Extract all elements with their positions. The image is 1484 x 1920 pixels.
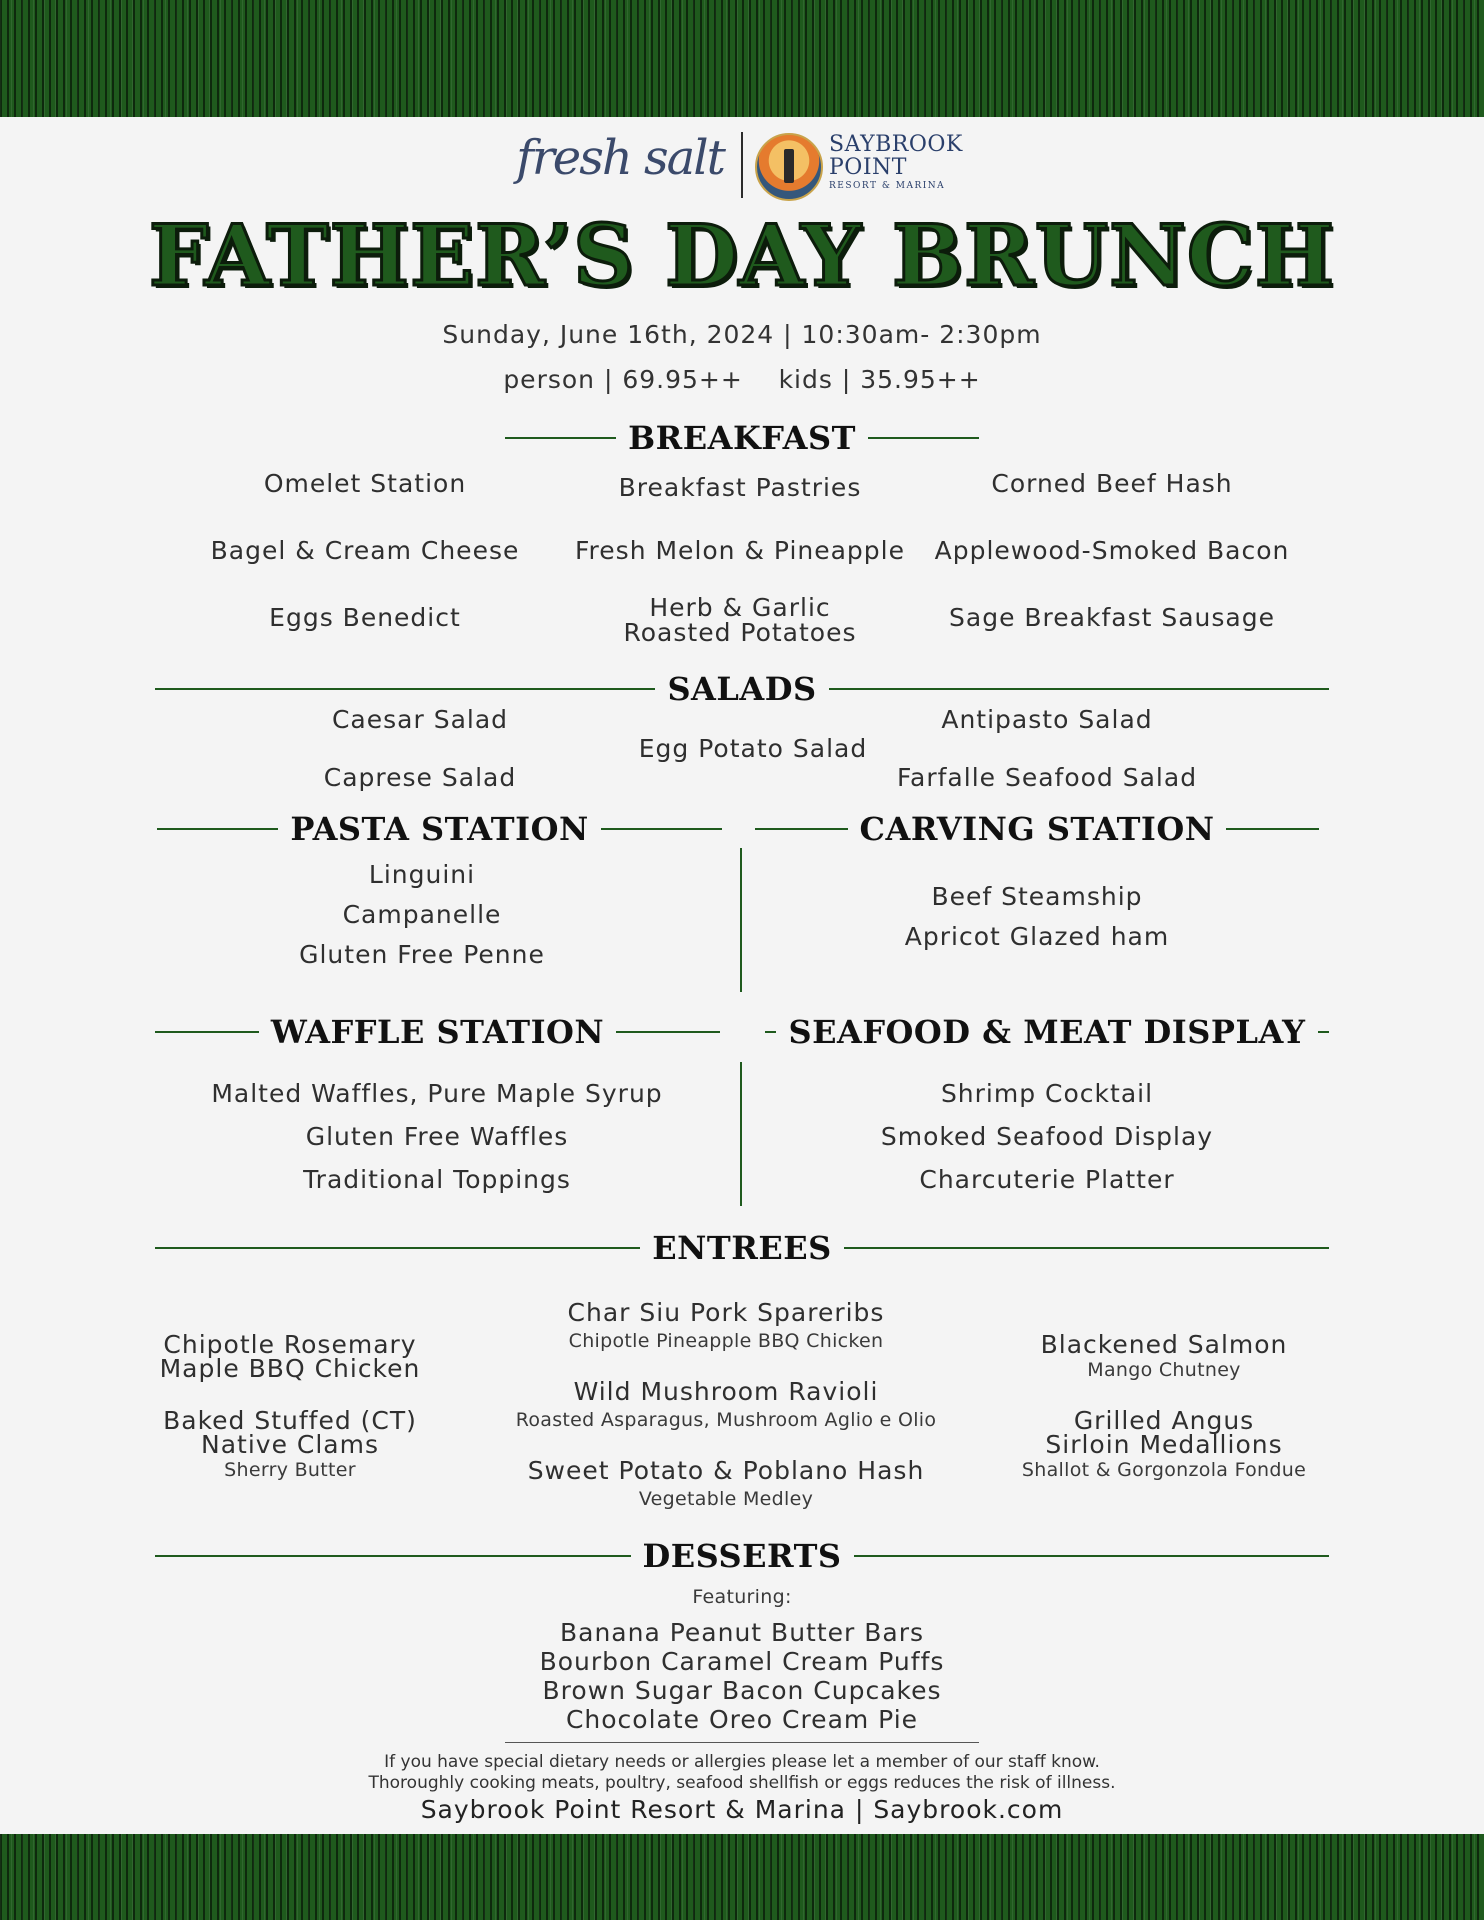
heading-text: ENTREES [652, 1229, 832, 1267]
date-line: Sunday, June 16th, 2024 | 10:30am- 2:30pm [442, 320, 1042, 349]
brand-line-3: RESORT & MARINA [829, 181, 946, 191]
seafood-heading [765, 1012, 1329, 1052]
heading-rule [157, 828, 278, 830]
menu-item: Fresh Melon & Pineapple [575, 536, 905, 565]
entree-title: Blackened Salmon [1040, 1330, 1288, 1359]
menu-item: Caesar Salad [331, 705, 509, 734]
notes-divider [505, 1742, 979, 1743]
heading-text: SEAFOOD & MEAT DISPLAY [788, 1013, 1306, 1051]
menu-item: Gluten Free Waffles [305, 1122, 569, 1151]
entree-title: Grilled Angus [1073, 1406, 1255, 1435]
heading-text: BREAKFAST [628, 419, 856, 457]
heading-rule [505, 437, 616, 439]
menu-item: Breakfast Pastries [618, 473, 862, 502]
menu-item: Caprese Salad [323, 763, 517, 792]
fresh-salt-logo: fresh salt [516, 130, 724, 186]
bottom-border-band [0, 1834, 1484, 1920]
heading-rule [844, 1247, 1329, 1249]
dessert-item: Bourbon Caramel Cream Puffs [539, 1647, 945, 1676]
menu-item: Bagel & Cream Cheese [210, 536, 520, 565]
entree-title: Native Clams [201, 1430, 379, 1459]
menu-item: Campanelle [342, 900, 502, 929]
heading-rule [155, 1555, 631, 1557]
entree-title: Wild Mushroom Ravioli [573, 1377, 879, 1406]
heading-rule [765, 1031, 776, 1033]
heading-rule [755, 828, 848, 830]
heading-rule [829, 688, 1329, 690]
heading-rule [601, 828, 722, 830]
heading-text: SALADS [667, 670, 817, 708]
entree-description: Vegetable Medley [638, 1488, 814, 1510]
breakfast-heading [505, 418, 979, 458]
saybrook-point-logo [829, 134, 999, 191]
entrees-heading [155, 1228, 1329, 1268]
menu-item: Apricot Glazed ham [904, 922, 1170, 951]
menu-item: Malted Waffles, Pure Maple Syrup [211, 1079, 663, 1108]
heading-text: WAFFLE STATION [270, 1013, 605, 1051]
menu-item: Farfalle Seafood Salad [896, 763, 1198, 792]
entree-description: Mango Chutney [1087, 1359, 1241, 1381]
entree-description: Shallot & Gorgonzola Fondue [1021, 1459, 1307, 1481]
menu-item: Applewood-Smoked Bacon [934, 536, 1290, 565]
heading-rule [1226, 828, 1319, 830]
heading-rule [155, 1031, 259, 1033]
entree-title: Chipotle Rosemary [163, 1330, 417, 1359]
brand-line-2: POINT [829, 155, 907, 180]
entree-description: Sherry Butter [224, 1459, 356, 1481]
menu-item: Charcuterie Platter [919, 1165, 1175, 1194]
heading-rule [616, 1031, 720, 1033]
entree-description: Roasted Asparagus, Mushroom Aglio e Olio [515, 1409, 937, 1431]
column-divider [740, 848, 742, 992]
lighthouse-seal-icon [755, 133, 823, 201]
allergy-note: If you have special dietary needs or allergies please let a member of our staff know. [384, 1752, 1100, 1772]
heading-rule [868, 437, 979, 439]
footer-contact: Saybrook Point Resort & Marina | Saybrook.com [420, 1795, 1064, 1824]
salads-heading [155, 669, 1329, 709]
waffle-heading [155, 1012, 720, 1052]
desserts-heading [155, 1536, 1329, 1576]
dessert-item: Banana Peanut Butter Bars [559, 1618, 925, 1647]
menu-item: Smoked Seafood Display [880, 1122, 1214, 1151]
featuring-label: Featuring: [692, 1586, 792, 1608]
dessert-item: Chocolate Oreo Cream Pie [565, 1705, 919, 1734]
menu-item: Eggs Benedict [269, 603, 461, 632]
entree-description: Chipotle Pineapple BBQ Chicken [568, 1330, 884, 1352]
entree-title: Char Siu Pork Spareribs [567, 1298, 885, 1327]
entree-title: Baked Stuffed (CT) [163, 1406, 417, 1435]
menu-item: Corned Beef Hash [991, 469, 1233, 498]
top-border-band [0, 0, 1484, 117]
price-line: person | 69.95++ kids | 35.95++ [503, 365, 981, 394]
carving-heading [755, 809, 1319, 849]
entree-title: Sweet Potato & Poblano Hash [527, 1456, 925, 1485]
food-safety-note: Thoroughly cooking meats, poultry, seafood shellfish or eggs reduces the risk of illness. [368, 1773, 1116, 1793]
menu-item: Beef Steamship [931, 882, 1143, 911]
menu-item: Shrimp Cocktail [940, 1079, 1154, 1108]
menu-item: Traditional Toppings [303, 1165, 571, 1194]
heading-rule [1318, 1031, 1329, 1033]
entree-title: Maple BBQ Chicken [159, 1354, 421, 1383]
brand-line-1: SAYBROOK [829, 132, 963, 157]
menu-item: Sage Breakfast Sausage [949, 603, 1275, 632]
pasta-heading [157, 809, 722, 849]
heading-text: DESSERTS [642, 1537, 842, 1575]
menu-item: Antipasto Salad [941, 705, 1153, 734]
menu-item: Roasted Potatoes [623, 618, 857, 647]
heading-rule [155, 1247, 640, 1249]
column-divider [740, 1062, 742, 1206]
heading-text: PASTA STATION [290, 810, 589, 848]
menu-item: Linguini [368, 860, 476, 889]
menu-item: Omelet Station [263, 469, 467, 498]
page-title: FATHER’S DAY BRUNCH [148, 206, 1336, 305]
entree-title: Sirloin Medallions [1045, 1430, 1283, 1459]
menu-item: Gluten Free Penne [299, 940, 545, 969]
heading-rule [854, 1555, 1330, 1557]
heading-text: CARVING STATION [859, 810, 1215, 848]
menu-item: Herb & Garlic [649, 593, 831, 622]
heading-rule [155, 688, 655, 690]
menu-item: Egg Potato Salad [638, 734, 868, 763]
logo-divider [741, 132, 743, 198]
dessert-item: Brown Sugar Bacon Cupcakes [542, 1676, 942, 1705]
